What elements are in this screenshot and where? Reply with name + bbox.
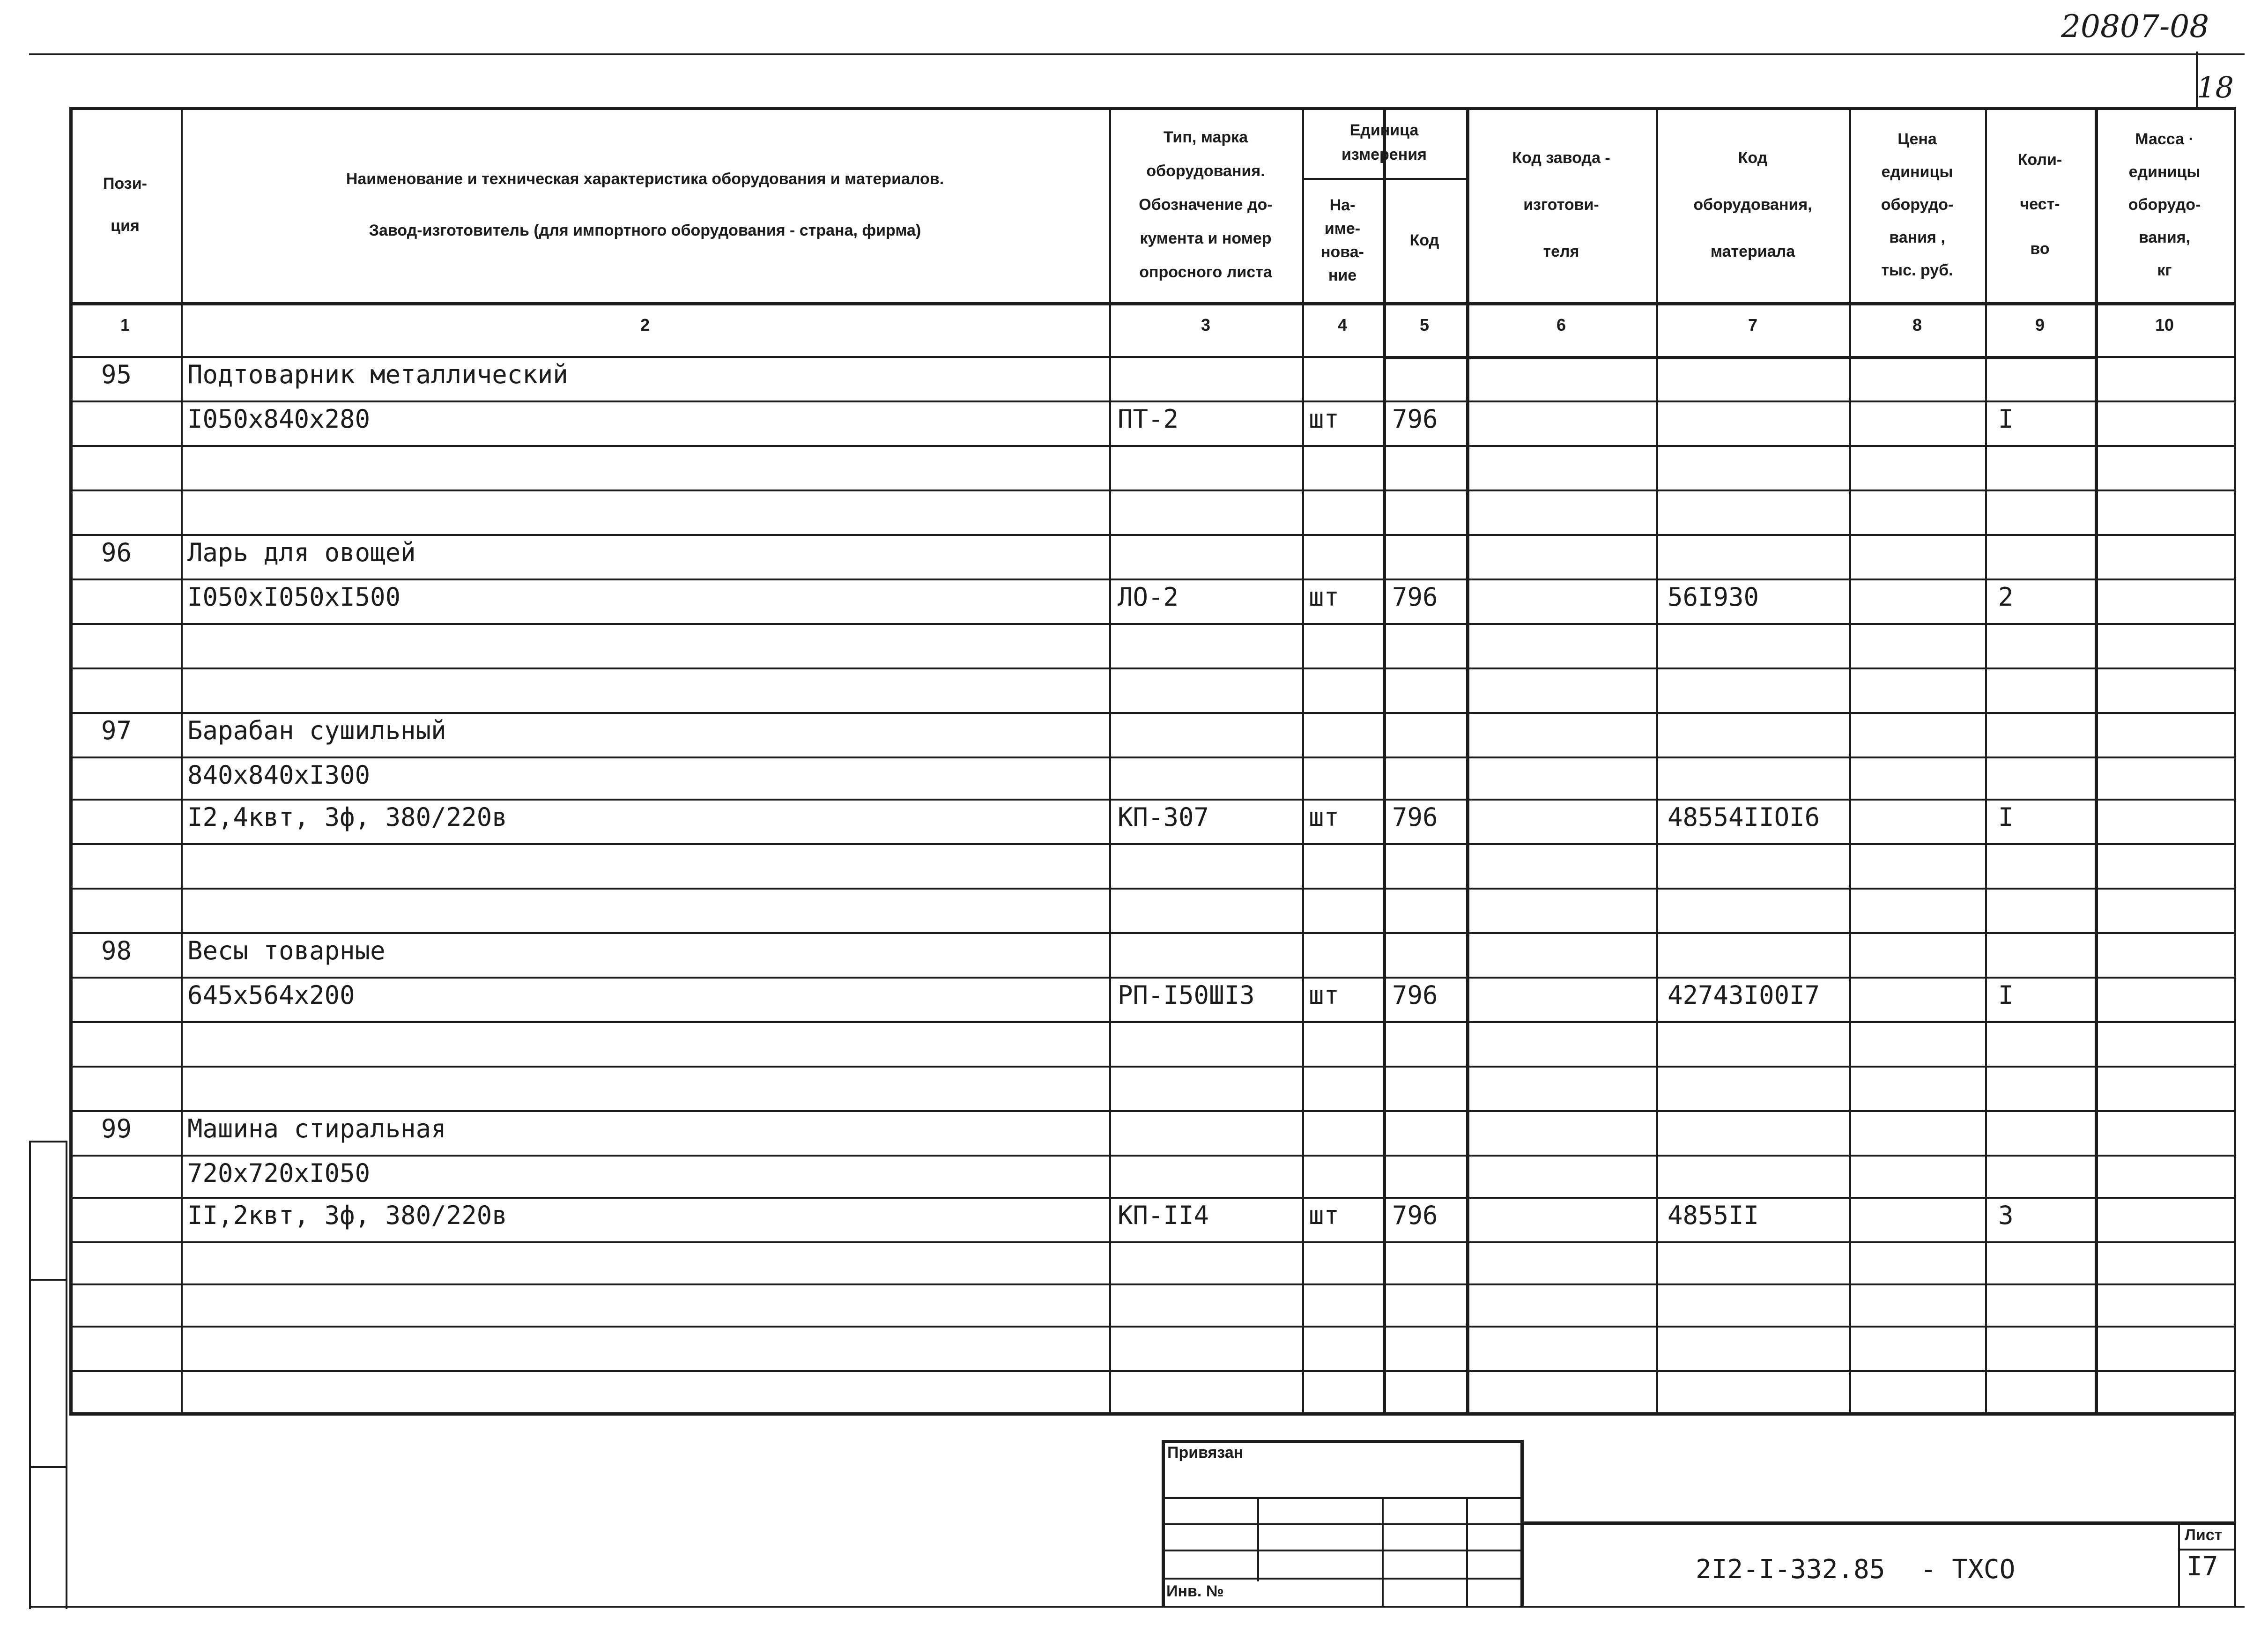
header-mass-line: единицы	[2128, 163, 2201, 181]
header-plant-code-line: Код завода -	[1512, 148, 1610, 167]
header-unit-group-line: Единица	[1349, 121, 1419, 139]
row-rule-16	[69, 1066, 2234, 1068]
header-name-line: Наименование и техническая характеристика оборудования и материалов.	[346, 170, 944, 188]
column-number: 6	[1556, 315, 1566, 334]
column-number: 9	[2035, 315, 2045, 334]
bottom-frame-line	[29, 1606, 2245, 1608]
table-top-border	[69, 107, 2234, 110]
row-name: I050x840x280	[187, 404, 371, 434]
page-corner-number: 18	[2197, 70, 2234, 104]
row-rule-18	[69, 1155, 2234, 1157]
row-type: КП-II4	[1118, 1201, 1209, 1230]
row-rule-13	[69, 932, 2234, 934]
stamp-top	[1162, 1440, 1522, 1443]
header-unit-price-line: единицы	[1881, 163, 1953, 181]
column-number: 10	[2155, 315, 2174, 334]
title-block-top	[1520, 1521, 2236, 1525]
document-suffix: - ТХСО	[1920, 1554, 2016, 1585]
row-unit-name: шт	[1309, 1201, 1340, 1230]
row-unit-name: шт	[1309, 980, 1340, 1010]
row-position: 99	[101, 1114, 132, 1143]
column-number: 5	[1419, 315, 1430, 334]
row-rule-22	[69, 1326, 2234, 1328]
sheet-box-split	[2178, 1549, 2236, 1550]
binding-strip-mark-3	[29, 1466, 67, 1468]
binding-strip-left	[29, 1141, 31, 1609]
header-position	[69, 163, 181, 247]
header-position-line: ция	[111, 216, 140, 235]
column-number: 1	[120, 315, 130, 334]
stamp-inv-label: Инв. №	[1166, 1582, 1224, 1600]
row-rule-2	[69, 445, 2234, 447]
row-rule-20	[69, 1241, 2234, 1243]
stamp-col-3	[1466, 1497, 1468, 1608]
row-unit-name: шт	[1309, 582, 1340, 612]
stamp-col-1	[1257, 1497, 1259, 1581]
column-number: 4	[1337, 315, 1348, 334]
binding-strip-inner	[66, 1141, 67, 1609]
header-quantity-line: чест-	[2020, 195, 2060, 213]
stamp-row-2	[1162, 1523, 1522, 1525]
row-name: Весы товарные	[187, 936, 385, 965]
header-unit-price-line: оборудо-	[1881, 195, 1954, 214]
row-equipment-code: 48554IIOI6	[1668, 802, 1820, 832]
header-type-line: Обозначение до-	[1139, 195, 1273, 214]
stamp-row-1	[1162, 1497, 1522, 1499]
header-unit-price-line: Цена	[1897, 130, 1937, 148]
header-unit-code-line: Код	[1409, 231, 1439, 249]
document-code: 2I2-I-332.85	[1696, 1554, 1885, 1585]
header-name	[181, 153, 1109, 256]
row-rule-11	[69, 843, 2234, 845]
row-position: 98	[101, 936, 132, 965]
row-rule-3	[69, 490, 2234, 491]
header-type-line: оборудования.	[1146, 162, 1265, 180]
archive-number: 20807-08	[2061, 8, 2209, 45]
row-position: 97	[101, 716, 132, 745]
header-type-line: кумента и номер	[1140, 229, 1272, 247]
unit-group-split	[1302, 178, 1466, 180]
header-equipment-code-line: материала	[1710, 242, 1795, 260]
row-quantity: I	[1998, 404, 2014, 434]
header-type	[1109, 120, 1302, 289]
header-plant-code	[1466, 134, 1656, 275]
stamp-row-4	[1162, 1578, 1522, 1580]
row-unit-code: 796	[1392, 1201, 1438, 1230]
row-type: РП-I50ШI3	[1118, 980, 1255, 1010]
column-divider-2	[1109, 107, 1111, 1412]
column-divider-4	[1383, 107, 1386, 1412]
header-unit-name-line: На-	[1329, 196, 1356, 214]
header-quantity-line: Коли-	[2017, 151, 2062, 169]
row-rule-23	[69, 1370, 2234, 1372]
row-name: 840x840xI300	[187, 760, 371, 790]
header-quantity	[1985, 138, 2095, 271]
row-unit-code: 796	[1392, 980, 1438, 1010]
stamp-col-2	[1382, 1497, 1384, 1608]
header-mass-line: Масса ·	[2135, 130, 2194, 148]
stamp-bound-label: Привязан	[1167, 1444, 1244, 1461]
column-divider-8	[1985, 107, 1987, 1412]
row-unit-name: шт	[1309, 404, 1340, 434]
header-equipment-code-line: оборудования,	[1693, 195, 1812, 214]
column-number: 7	[1748, 315, 1758, 334]
bold-box-top	[1383, 356, 2095, 359]
row-name: 720x720xI050	[187, 1158, 371, 1188]
header-unit-name-line: име-	[1324, 219, 1361, 237]
sheet-box-left	[2178, 1521, 2180, 1608]
column-number: 2	[640, 315, 650, 334]
row-name: I050xI050xI500	[187, 582, 401, 612]
header-unit-price	[1849, 123, 1985, 287]
column-divider-7	[1849, 107, 1851, 1412]
row-rule-7	[69, 668, 2234, 669]
row-equipment-code: 56I930	[1668, 582, 1759, 612]
row-rule-6	[69, 623, 2234, 625]
stamp-row-3	[1162, 1550, 1522, 1551]
header-quantity-line: во	[2030, 240, 2050, 258]
row-unit-code: 796	[1392, 582, 1438, 612]
header-unit-code	[1383, 226, 1466, 254]
header-position-line: Пози-	[103, 174, 147, 193]
row-position: 95	[101, 360, 132, 389]
column-divider-1	[181, 107, 183, 1412]
header-bottom-border	[69, 302, 2234, 305]
row-name: Подтоварник металлический	[187, 360, 568, 389]
header-type-line: Тип, марка	[1163, 128, 1248, 146]
binding-strip-mark-1	[29, 1141, 67, 1142]
row-rule-12	[69, 888, 2234, 890]
sheet-label: Лист	[2185, 1526, 2223, 1544]
row-quantity: 3	[1998, 1201, 2014, 1230]
column-number: 8	[1912, 315, 1922, 334]
header-mass-line: оборудо-	[2128, 195, 2201, 214]
row-rule-9	[69, 757, 2234, 758]
column-number: 3	[1201, 315, 1211, 334]
column-divider-5	[1466, 107, 1469, 1412]
column-divider-6	[1656, 107, 1658, 1412]
table-bottom-border	[69, 1412, 2234, 1416]
table-left-border	[69, 107, 73, 1412]
header-unit-price-line: вания ,	[1889, 228, 1945, 246]
header-unit-name-line: ние	[1328, 266, 1357, 284]
header-unit-group	[1302, 118, 1466, 167]
row-name: 645x564x200	[187, 980, 355, 1010]
header-equipment-code-line: Код	[1738, 148, 1768, 167]
row-unit-code: 796	[1392, 802, 1438, 832]
row-position: 96	[101, 538, 132, 567]
row-quantity: I	[1998, 980, 2014, 1010]
row-name: I2,4квт, 3ф, 380/220в	[187, 802, 507, 832]
header-name-line: Завод-изготовитель (для импортного оборудования - страна, фирма)	[369, 221, 921, 239]
header-type-line: опросного листа	[1139, 263, 1272, 281]
header-equipment-code	[1656, 134, 1849, 275]
row-equipment-code: 42743I00I7	[1668, 980, 1820, 1010]
row-unit-name: шт	[1309, 802, 1340, 832]
sheet-number: I7	[2186, 1551, 2218, 1582]
column-divider-3	[1302, 107, 1304, 1412]
header-mass-line: вания,	[2138, 228, 2191, 246]
header-mass-line: кг	[2157, 261, 2172, 279]
row-type: ЛО-2	[1118, 582, 1179, 612]
header-plant-code-line: теля	[1543, 242, 1579, 260]
row-rule-15	[69, 1021, 2234, 1023]
header-unit-name-line: нова-	[1321, 243, 1364, 261]
header-plant-code-line: изготови-	[1523, 195, 1599, 214]
header-unit-name	[1302, 193, 1383, 287]
binding-strip-mark-2	[29, 1279, 67, 1281]
row-name: Машина стиральная	[187, 1114, 446, 1143]
row-quantity: 2	[1998, 582, 2014, 612]
row-name: II,2квт, 3ф, 380/220в	[187, 1201, 507, 1230]
header-mass	[2095, 123, 2234, 287]
row-rule-21	[69, 1283, 2234, 1285]
column-divider-9	[2095, 107, 2098, 1412]
header-unit-group-line: измерения	[1342, 146, 1427, 163]
row-name: Барабан сушильный	[187, 716, 446, 745]
row-type: ПТ-2	[1118, 404, 1179, 434]
header-unit-price-line: тыс. руб.	[1881, 261, 1953, 279]
row-equipment-code: 4855II	[1668, 1201, 1759, 1230]
row-unit-code: 796	[1392, 404, 1438, 434]
row-quantity: I	[1998, 802, 2014, 832]
row-name: Ларь для овощей	[187, 538, 416, 567]
row-type: КП-307	[1118, 802, 1209, 832]
right-frame-line	[2234, 107, 2236, 1608]
